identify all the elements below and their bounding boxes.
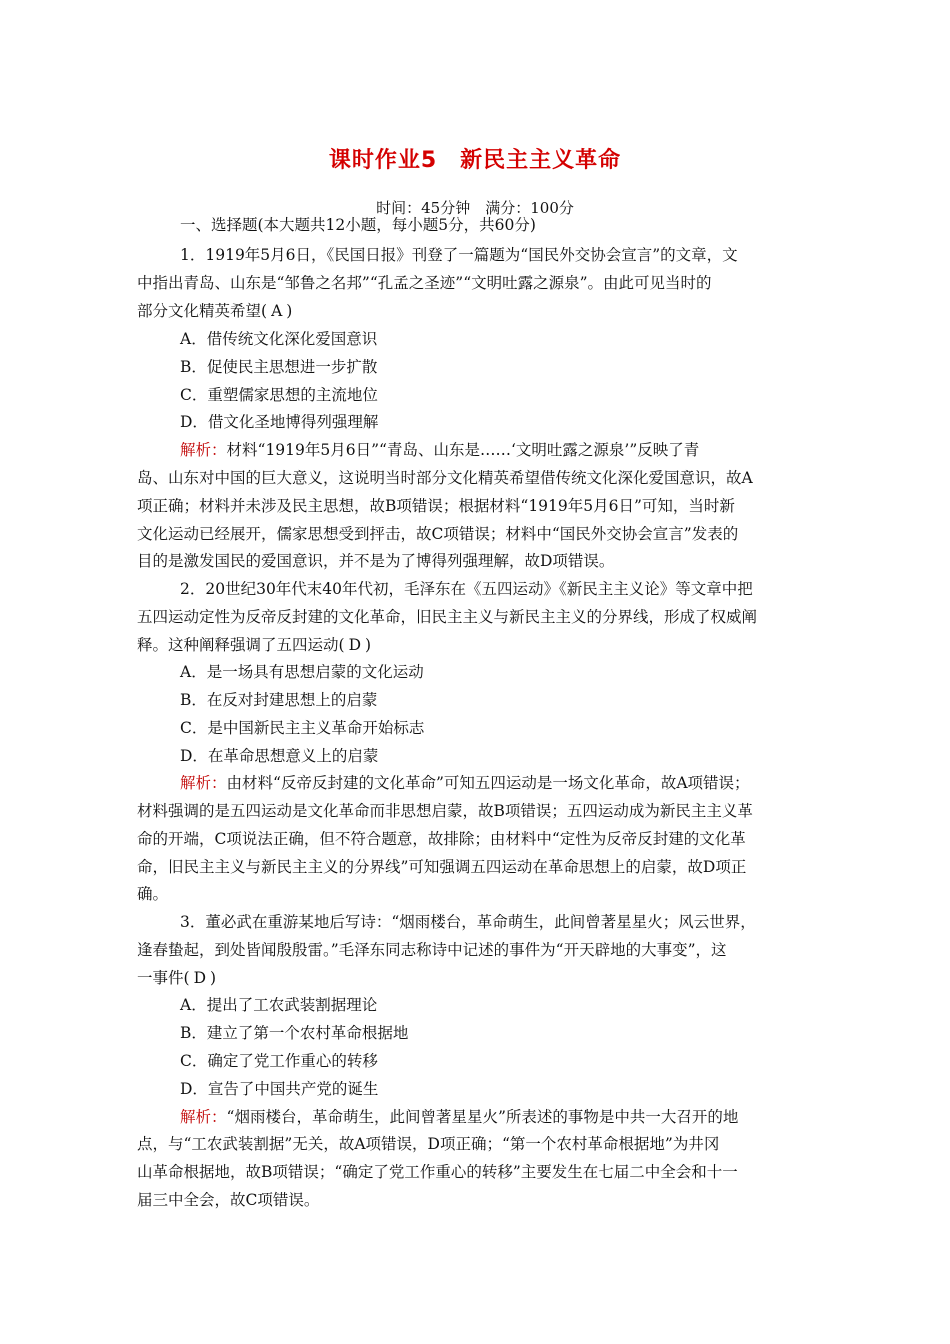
q1-option: A．借传统文化深化爱国意识	[180, 330, 378, 348]
q2-answer: D	[348, 636, 361, 654]
q1-analysis-text: 材料“1919年5月6日”“青岛、山东是……‘文明吐露之源泉’”反映了青	[226, 441, 700, 459]
q3-stem-line: 逢春蛰起，到处皆闻殷殷雷。”毛泽东同志称诗中记述的事件为“开天辟地的大事变”，这	[137, 941, 727, 959]
q1-stem-line	[137, 301, 817, 321]
q3-option: B．建立了第一个农村革命根据地	[180, 1024, 409, 1042]
exam-meta: 时间：45分钟 满分：100分	[376, 199, 574, 217]
q2-analysis-line: 确。	[137, 885, 169, 903]
q2-analysis-line: 命，旧民主主义与新民主主义的分界线”可知强调五四运动在革命思想上的启蒙，故D项正	[137, 858, 747, 876]
q2-option: B．在反对封建思想上的启蒙	[180, 691, 378, 709]
q2-option: C．是中国新民主主义革命开始标志	[180, 719, 425, 737]
q3-stem-line: 3．董必武在重游某地后写诗：“烟雨楼台，革命萌生，此间曾著星星火；风云世界，	[180, 913, 756, 931]
q2-stem-line: 2．20世纪30年代末40年代初，毛泽东在《五四运动》《新民主主义论》等文章中把	[180, 580, 753, 598]
q1-close-paren: )	[286, 302, 293, 320]
q2-analysis-line: 命的开端，C项说法正确，但不符合题意，故排除；由材料中“定性为反帝反封建的文化革	[137, 830, 746, 848]
q3-analysis-line: 山革命根据地，故B项错误；“确定了党工作重心的转移”主要发生在七届二中全会和十一	[137, 1163, 738, 1181]
analysis-label: 解析：	[180, 774, 227, 792]
analysis-label: 解析：	[180, 1108, 227, 1126]
q3-analysis-line	[180, 1107, 860, 1127]
q2-stem-text: 释。这种阐释强调了五四运动(	[137, 636, 345, 654]
q1-analysis-line: 文化运动已经展开，儒家思想受到抨击，故C项错误；材料中“国民外交协会宣言”发表的	[137, 525, 739, 543]
q1-answer: A	[271, 302, 283, 320]
q1-option: B．促使民主思想进一步扩散	[180, 358, 378, 376]
q1-stem-line: 1．1919年5月6日，《民国日报》刊登了一篇题为“国民外交协会宣言”的文章，文	[180, 246, 738, 264]
q2-analysis-text: 由材料“反帝反封建的文化革命”可知五四运动是一场文化革命，故A项错误；	[226, 774, 750, 792]
q1-option: D．借文化圣地博得列强理解	[180, 413, 379, 431]
q3-analysis-line: 届三中全会，故C项错误。	[137, 1191, 320, 1209]
q3-stem-line	[137, 968, 817, 988]
page-title: 课时作业5 新民主主义革命	[328, 148, 622, 173]
q3-analysis-line: 点，与“工农武装割据”无关，故A项错误，D项正确；“第一个农村革命根据地”为井冈	[137, 1135, 720, 1153]
q1-option: C．重塑儒家思想的主流地位	[180, 386, 378, 404]
q3-option: A．提出了工农武装割据理论	[180, 996, 378, 1014]
q3-stem-text: 一事件(	[137, 969, 190, 987]
q3-answer: D	[193, 969, 206, 987]
section-heading: 一、选择题(本大题共12小题，每小题5分，共60分)	[180, 216, 536, 234]
q2-stem-line	[137, 635, 817, 655]
q1-analysis-line	[180, 440, 860, 460]
q2-option: D．在革命思想意义上的启蒙	[180, 747, 379, 765]
analysis-label: 解析：	[180, 441, 227, 459]
q1-analysis-line: 目的是激发国民的爱国意识，并不是为了博得列强理解，故D项错误。	[137, 552, 615, 570]
q2-analysis-line	[180, 773, 860, 793]
q2-option: A．是一场具有思想启蒙的文化运动	[180, 663, 424, 681]
q3-option: C．确定了党工作重心的转移	[180, 1052, 378, 1070]
q3-close-paren: )	[210, 969, 217, 987]
q1-stem-text: 部分文化精英希望(	[137, 302, 268, 320]
q3-option: D．宣告了中国共产党的诞生	[180, 1080, 379, 1098]
q3-analysis-text: “烟雨楼台，革命萌生，此间曾著星星火”所表述的事物是中共一大召开的地	[226, 1108, 739, 1126]
q1-analysis-line: 岛、山东对中国的巨大意义，这说明当时部分文化精英希望借传统文化深化爱国意识，故A	[137, 469, 753, 487]
q1-analysis-line: 项正确；材料并未涉及民主思想，故B项错误；根据材料“1919年5月6日”可知，当时新	[137, 497, 735, 515]
q2-close-paren: )	[365, 636, 372, 654]
q2-analysis-line: 材料强调的是五四运动是文化革命而非思想启蒙，故B项错误；五四运动成为新民主主义革	[137, 802, 753, 820]
q1-stem-line: 中指出青岛、山东是“邹鲁之名邦”“孔孟之圣迹”“文明吐露之源泉”。由此可见当时的	[137, 274, 712, 292]
q2-stem-line: 五四运动定性为反帝反封建的文化革命，旧民主主义与新民主主义的分界线，形成了权威阐	[137, 608, 758, 626]
